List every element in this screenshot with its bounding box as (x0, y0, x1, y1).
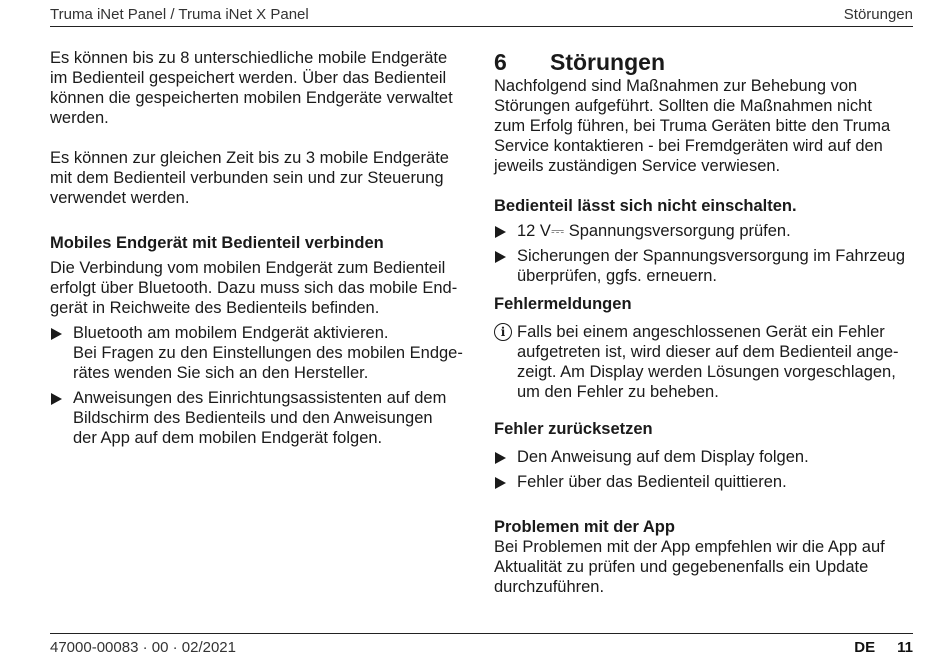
page-footer (50, 639, 913, 657)
page-header (50, 6, 913, 26)
bullet-triangle-icon (495, 452, 506, 464)
heading-power-on: Bedienteil lässt sich nicht einschalten. (494, 197, 797, 215)
heading-error-messages: Fehlermeldungen (494, 295, 632, 313)
doc-number: 47000-00083 · 00 · 02/2021 (50, 639, 236, 656)
heading-reset-errors: Fehler zurücksetzen (494, 420, 653, 438)
bullet-triangle-icon (51, 393, 62, 405)
bullet-triangle-icon (51, 328, 62, 340)
bullet-triangle-icon (495, 251, 506, 263)
paragraph-bluetooth: Die Verbindung vom mobilen Endgerät zum Bedienteil erfolgt über Bluetooth. Dazu muss sich das mobile End- gerät in Reichweite des Bedienteils befinden. (50, 259, 458, 317)
left-column (50, 48, 472, 448)
bullet-bluetooth-activate: Bluetooth am mobilem Endgerät aktivieren. Bei Fragen zu den Einstellungen des mobilen Endge- rätes wenden Sie sich an den Hersteller. (50, 323, 472, 383)
heading-app-problems: Problemen mit der App (494, 518, 675, 536)
bullet-triangle-icon (495, 477, 506, 489)
header-section: Störungen (843, 6, 913, 23)
header-title: Truma iNet Panel / Truma iNet X Panel (50, 6, 309, 23)
bullet-setup-assistant: Anweisungen des Einrichtungsassistenten auf dem Bildschirm des Bedienteils und den Anweisungen der App auf dem mobilen Endgerät folgen. (50, 388, 472, 448)
page-number: 11 (897, 639, 913, 656)
info-icon: i (494, 323, 512, 341)
page-indicator (832, 639, 913, 656)
paragraph-devices-connected: Es können zur gleichen Zeit bis zu 3 mobile Endgeräte mit dem Bedienteil verbunden sein und zur Steuerung verwendet werden. (50, 149, 449, 207)
bullet-follow-display: Den Anweisung auf dem Display folgen. (494, 447, 916, 467)
right-column (494, 48, 916, 597)
paragraph-intro: Nachfolgend sind Maßnahmen zur Behebung von Störungen aufgeführt. Sollten die Maßnahmen nicht zum Erfolg führen, bei Truma Geräten bitte den Truma Service kontaktieren - bei Fremdgeräten wird auf den jeweils zuständigen Service verwiesen. (494, 77, 891, 175)
section-title: Störungen (550, 49, 665, 75)
header-rule (50, 26, 913, 27)
bullet-acknowledge: Fehler über das Bedienteil quittieren. (494, 472, 916, 492)
section-number: 6 (494, 49, 507, 75)
footer-rule (50, 633, 913, 634)
bullet-triangle-icon (495, 226, 506, 238)
language-code: DE (854, 639, 876, 656)
bullet-check-voltage: 12 V⎓ Spannungsversorgung prüfen. (494, 221, 916, 241)
heading-connect-device: Mobiles Endgerät mit Bedienteil verbinden (50, 234, 384, 252)
section-heading (494, 48, 916, 76)
paragraph-app: Bei Problemen mit der App empfehlen wir die App auf Aktualität zu prüfen und gegebenenfalls ein Update durchzuführen. (494, 538, 885, 596)
paragraph-devices-stored: Es können bis zu 8 unterschiedliche mobile Endgeräte im Bedienteil gespeichert werden. Über das Bedienteil können die gespeicherten mobilen Endgeräte verwaltet werden. (50, 49, 453, 127)
info-note: i Falls bei einem angeschlossenen Gerät ein Fehler aufgetreten ist, wird dieser auf dem Bedienteil ange- zeigt. Am Display werden Lösungen vorgeschlagen, um den Fehler zu beheben. (494, 322, 916, 402)
bullet-check-fuses: Sicherungen der Spannungsversorgung im Fahrzeug überprüfen, ggfs. erneuern. (494, 246, 916, 286)
